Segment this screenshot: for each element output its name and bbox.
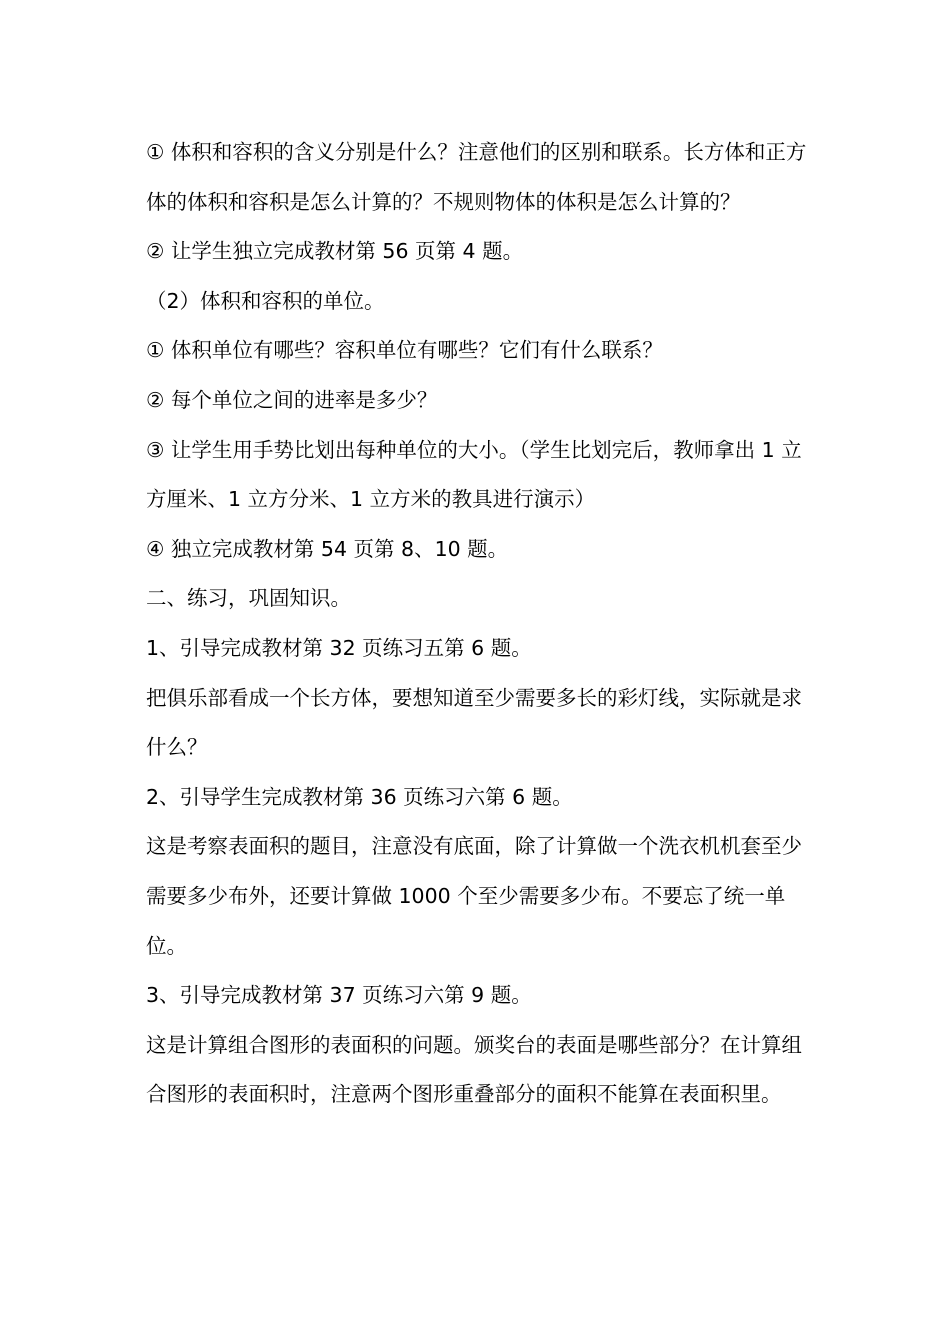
paragraph-volume-capacity-questions: ① 体积和容积的含义分别是什么？注意他们的区别和联系。长方体和正方体的体积和容积是怎么计算的？不规则物体的体积是怎么计算的？: [146, 140, 807, 214]
paragraph-section-units: （2）体积和容积的单位。: [146, 288, 385, 313]
paragraph-conversion-rates: ② 每个单位之间的进率是多少？: [146, 387, 438, 412]
paragraph-exercise-page-37: 3、引导完成教材第 37 页练习六第 9 题。: [146, 983, 532, 1008]
paragraph-section-practice: 二、练习，巩固知识。: [146, 586, 351, 611]
paragraph-exercise-page-32: 1、引导完成教材第 32 页练习五第 6 题。: [146, 635, 532, 660]
paragraph-club-cuboid: 把俱乐部看成一个长方体，要想知道至少需要多长的彩灯线，实际就是求什么？: [146, 685, 802, 760]
paragraph-units-questions: ① 体积单位有哪些？容积单位有哪些？它们有什么联系？: [146, 338, 663, 363]
paragraph-exercise-page-56: ② 让学生独立完成教材第 56 页第 4 题。: [146, 239, 524, 264]
paragraph-exercise-page-36: 2、引导学生完成教材第 36 页练习六第 6 题。: [146, 784, 573, 809]
paragraph-composite-surface-area: 这是计算组合图形的表面积的问题。颁奖台的表面是哪些部分？在计算组合图形的表面积时，注意两个图形重叠部分的面积不能算在表面积里。: [146, 1032, 802, 1107]
paragraph-gesture-demo: ③ 让学生用手势比划出每种单位的大小。（学生比划完后，教师拿出 1 立方厘米、1 立方分米、1 立方米的教具进行演示）: [146, 437, 802, 512]
paragraph-surface-area-cover: 这是考察表面积的题目，注意没有底面，除了计算做一个洗衣机机套至少需要多少布外，还要计算做 1000 个至少需要多少布。不要忘了统一单位。: [146, 834, 802, 958]
document-body: [146, 128, 811, 1120]
paragraph-exercise-page-54: ④ 独立完成教材第 54 页第 8、10 题。: [146, 536, 509, 561]
